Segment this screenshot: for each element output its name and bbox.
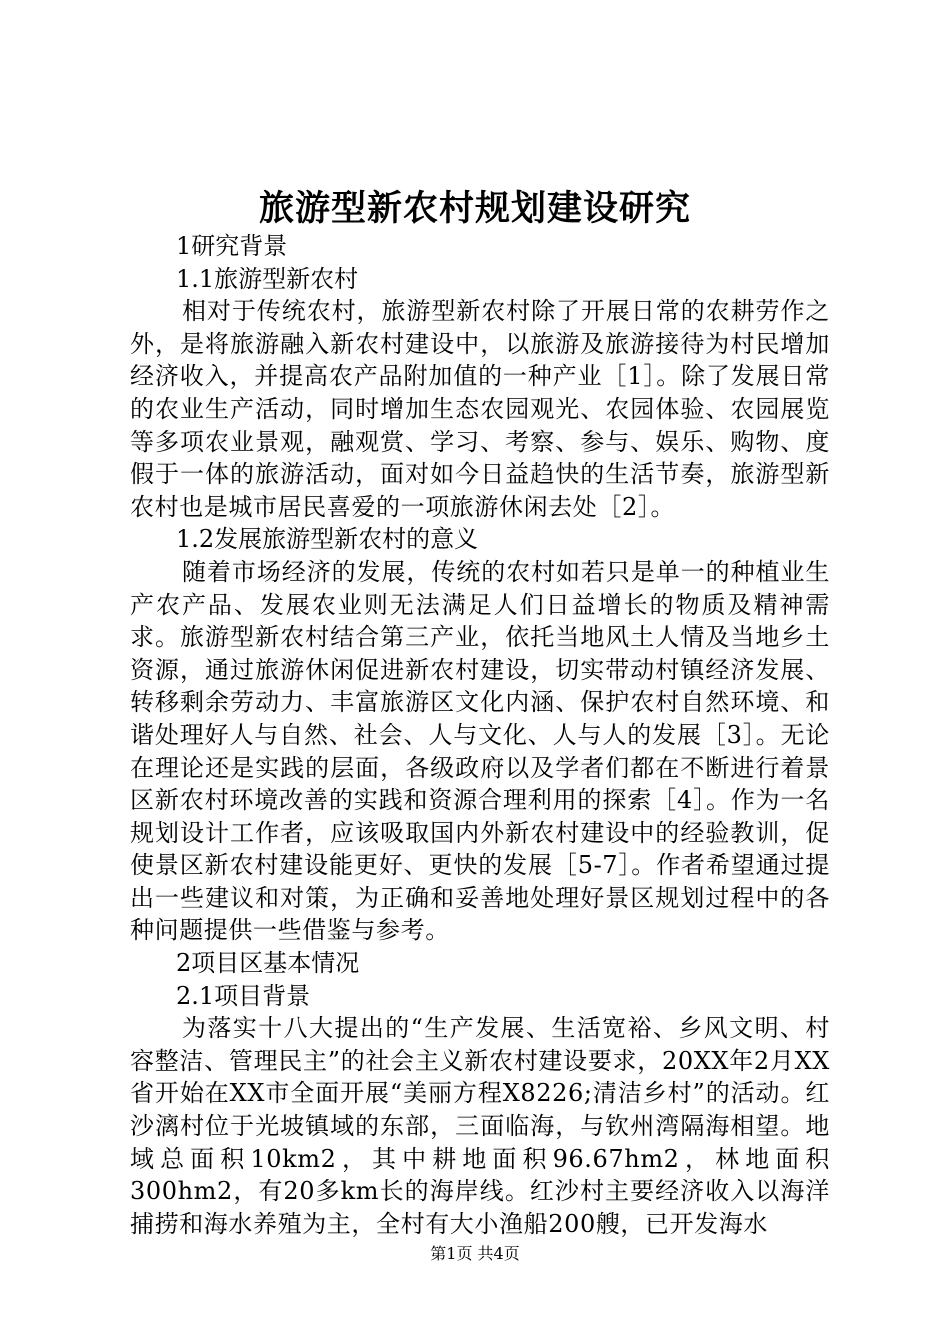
section-heading: 2项目区基本情况 — [176, 949, 360, 978]
section-heading: 1.2发展旅游型新农村的意义 — [176, 525, 479, 554]
body-paragraph: 相对于传统农村，旅游型新农村除了开展日常的农耕劳作之外，是将旅游融入新农村建设中，以旅游及旅游接待为村民增加经济收入，并提高农产品附加值的一种产业［1］。除了发展日常的农业生产活动，同时增加生态农园观光、农园体验、农园展览等多项农业景观，融观赏、学习、考察、参与、娱乐、购物、度假于一体的旅游活动，面对如今日益趋快的生活节奏，旅游型新农村也是城市居民喜爱的一项旅游休闲去处［2］。 — [130, 297, 830, 521]
section-heading: 2.1项目背景 — [176, 981, 311, 1010]
document-title: 旅游型新农村规划建设研究 — [258, 188, 691, 229]
page-number-footer: 第1页 共4页 — [430, 1244, 520, 1263]
body-paragraph: 为落实十八大提出的“生产发展、生活宽裕、乡风文明、村容整洁、管理民主”的社会主义新农村建设要求，20XX年2月XX省开始在XX市全面开展“美丽方程X8226;清洁乡村”的活动。红沙漓村位于光坡镇域的东部，三面临海，与钦州湾隔海相望。地域总面积10km2，其中耕地面积96.67hm2，林地面积300hm2，有20多km长的海岸线。红沙村主要经济收入以海洋捕捞和海水养殖为主，全村有大小渔船200艘，已开发海水 — [130, 1014, 830, 1238]
section-heading: 1研究背景 — [176, 232, 288, 260]
body-paragraph: 随着市场经济的发展，传统的农村如若只是单一的种植业生产农产品、发展农业则无法满足人们日益增长的物质及精神需求。旅游型新农村结合第三产业，依托当地风土人情及当地乡土资源，通过旅游休闲促进新农村建设，切实带动村镇经济发展、转移剩余劳动力、丰富旅游区文化内涵、保护农村自然环境、和谐处理好人与自然、社会、人与文化、人与人的发展［3］。无论在理论还是实践的层面，各级政府以及学者们都在不断进行着景区新农村环境改善的实践和资源合理利用的探索［4］。作为一名规划设计工作者，应该吸取国内外新农村建设中的经验教训，促使景区新农村建设能更好、更快的发展［5-7］。作者希望通过提出一些建议和对策，为正确和妥善地处理好景区规划过程中的各种问题提供一些借鉴与参考。 — [130, 557, 830, 945]
section-heading: 1.1旅游型新农村 — [176, 264, 359, 293]
document-body — [130, 230, 830, 1240]
